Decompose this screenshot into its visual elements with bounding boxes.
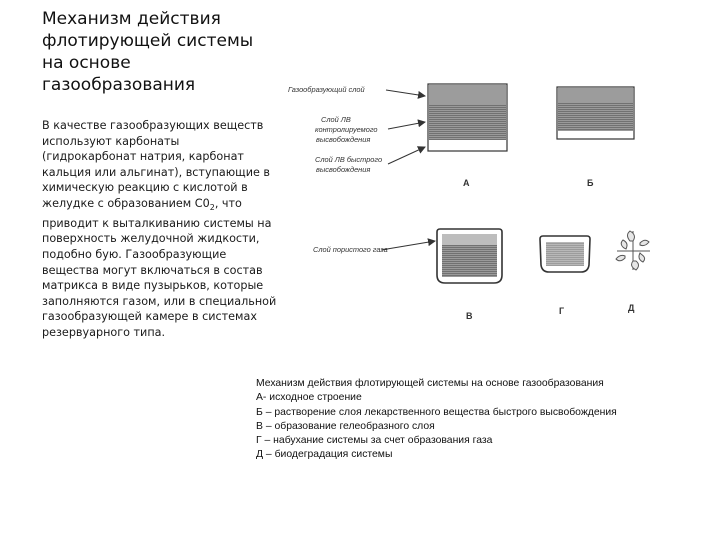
- panel-a-tablet: [428, 84, 507, 151]
- label-lv-controlled-3: высвобождения: [316, 135, 371, 144]
- panel-g-label: Г: [559, 306, 565, 316]
- caption-line-a: А- исходное строение: [256, 392, 362, 404]
- body-text-subscript: 2: [209, 203, 215, 213]
- label-porous-gas: Слой пористого газа: [313, 245, 388, 254]
- floating-system-figure: [285, 65, 685, 375]
- arrow-gas-layer: [386, 90, 425, 96]
- arrow-porous-gas: [381, 241, 435, 250]
- panel-g-tablet: [540, 236, 590, 272]
- panel-v-label: В: [466, 311, 473, 321]
- panel-d-degradation: [616, 231, 650, 270]
- body-text-part1: В качестве газообразующих веществ используют карбонаты (гидрокарбонат натрия, карбонат кальция или альгинат), вступающие в химическую реакцию с кислотой в желудке с образованием C0: [42, 119, 270, 210]
- label-lv-fast-1: Слой ЛВ быстрого: [315, 155, 383, 164]
- caption-line-d: Д – биодеградация системы: [256, 449, 393, 461]
- caption-line-b: Б – растворение слоя лекарственного вещества быстрого высвобождения: [256, 406, 617, 418]
- caption-line-title: Механизм действия флотирующей системы на основе газообразования: [256, 378, 604, 389]
- caption-line-g: Г – набухание системы за счет образования газа: [256, 435, 493, 447]
- arrow-lv-fast: [388, 147, 425, 164]
- label-lv-controlled-1: Слой ЛВ: [321, 115, 351, 124]
- body-text-part2: , что приводит к выталкиванию системы на поверхность желудочной жидкости, подобно бую. Газообразующие вещества могут включаться в состав матрикса в виде пузырьков, которые заполняются газом, или в специальной газообразующей камере в системах резервуарного типа.: [42, 196, 277, 339]
- body-paragraph: [42, 118, 277, 341]
- figure-caption: [256, 377, 716, 463]
- figure-svg: [285, 65, 685, 375]
- label-lv-controlled-2: контролируемого: [315, 125, 378, 134]
- label-gas-layer: Газообразующий слой: [288, 85, 365, 94]
- panel-v-tablet: [437, 229, 502, 283]
- panel-d-label: Д: [628, 303, 635, 313]
- label-lv-fast-2: высвобождения: [316, 165, 371, 174]
- arrow-lv-controlled: [388, 122, 425, 129]
- panel-b-label: Б: [587, 178, 594, 188]
- panel-b-tablet: [557, 87, 634, 139]
- slide-title: Механизм действия флотирующей системы на основе газообразования: [42, 9, 254, 95]
- panel-a-label: А: [463, 178, 470, 188]
- caption-line-v: В – образование гелеобразного слоя: [256, 420, 435, 432]
